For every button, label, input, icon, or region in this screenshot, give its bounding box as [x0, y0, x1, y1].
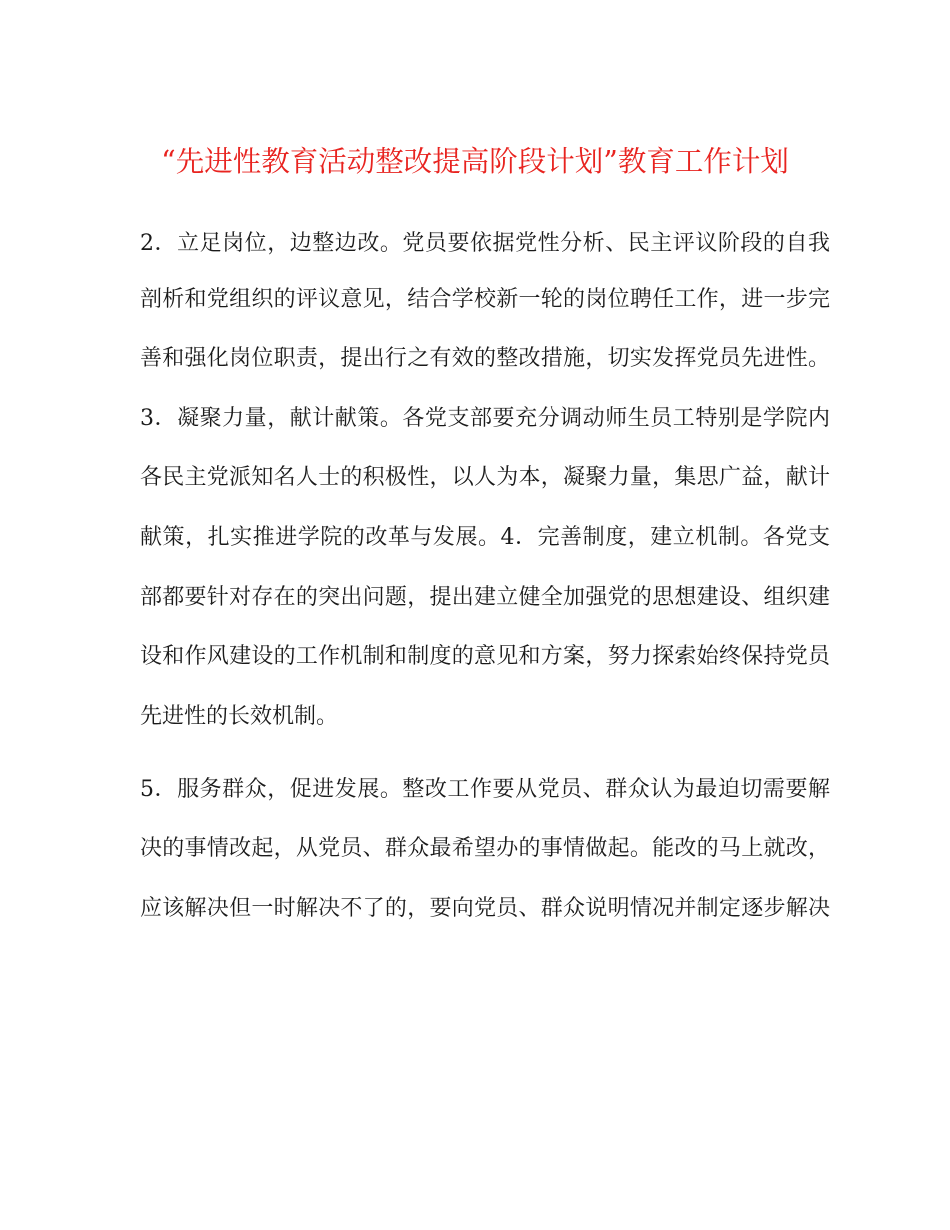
text-line: 各民主党派知名人士的积极性，以人为本，凝聚力量，集思广益，献计 — [140, 465, 830, 490]
text-line: 部都要针对存在的突出问题，提出建立健全加强党的思想建设、组织建 — [140, 585, 830, 610]
text-line: 设和作风建设的工作机制和制度的意见和方案，努力探索始终保持党员 — [140, 644, 830, 669]
text-line: 3．凝聚力量，献计献策。各党支部要充分调动师生员工特别是学院内 — [140, 406, 830, 431]
text-line: 献策，扎实推进学院的改革与发展。4．完善制度，建立机制。各党支 — [140, 525, 830, 550]
document-body — [140, 224, 830, 929]
text-line: 5．服务群众，促进发展。整改工作要从党员、群众认为最迫切需要解 — [140, 777, 830, 802]
document-title: “先进性教育活动整改提高阶段计划”教育工作计划 — [161, 145, 789, 178]
text-line: 善和强化岗位职责，提出行之有效的整改措施，切实发挥党员先进性。 — [140, 346, 830, 371]
text-line: 应该解决但一时解决不了的，要向党员、群众说明情况并制定逐步解决 — [140, 896, 830, 921]
text-line: 2．立足岗位，边整边改。党员要依据党性分析、民主评议阶段的自我 — [140, 231, 830, 256]
text-line: 剖析和党组织的评议意见，结合学校新一轮的岗位聘任工作，进一步完 — [140, 287, 830, 312]
text-line: 先进性的长效机制。 — [140, 704, 339, 729]
text-line: 决的事情改起，从党员、群众最希望办的事情做起。能改的马上就改， — [140, 836, 830, 861]
